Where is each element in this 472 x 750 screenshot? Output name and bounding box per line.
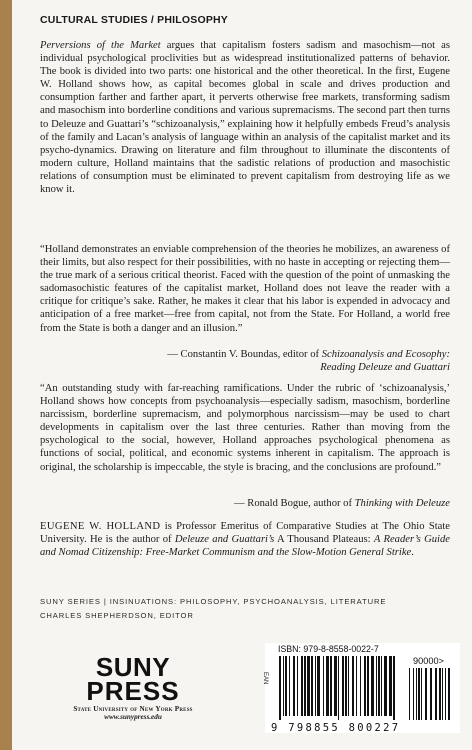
isbn-label: ISBN: 979-8-8558-0022-7 xyxy=(278,644,379,654)
publisher-url: www.sunypress.edu xyxy=(104,713,162,721)
price-code: 90000> xyxy=(413,656,444,666)
category-label: CULTURAL STUDIES / PHILOSOPHY xyxy=(40,14,229,26)
bio-text-4: . xyxy=(411,547,414,559)
endorsement-attribution-2 xyxy=(40,497,450,510)
barcode-digits: 9 798855 800227 xyxy=(271,722,401,734)
attribution-1-prefix: — Constantin V. Boundas, editor of xyxy=(167,349,322,360)
logo-press-text: PRESS xyxy=(86,676,180,706)
description-text: argues that capitalism fosters sadism and masochism—not as individual psychological proclivities but as widespread institutionalized patterns of behavior. The book is divided into two parts: one historical and the other theoretical. In the first, Eugene W. Holland shows how, as capital becomes global in scale and drives production and consumption farther and farther apart, it perverts otherwise free markets, transforming sadism and masochism into borderline conditions and various supremacisms. The second part then turns to Deleuze and Guattari’s “schizoanalysis,” explaining how it helpfully embeds Freud’s analysis of the family and Lacan’s analysis of language within an analysis of the capitalist market and its psycho-dynamics. Drawing on literature and film throughout to illuminate the discontents of modern culture, Holland maintains that the sadistic relations of production and masochistic relations of consumption must be eliminated to prevent capitalism from destroying life as we know it. xyxy=(40,40,450,196)
bio-book-1: Deleuze and Guattari’s xyxy=(174,534,275,546)
bio-text-2: A Thousand Plateaus xyxy=(274,534,368,546)
barcode-icon xyxy=(277,656,452,722)
endorsement-quote-1: “Holland demonstrates an enviable comprehension of the theories he mobilizes, an awareness of their limits, but also respect for their possibilities, with no haste in accepting or rejecting them—the true mark of a serious critical theorist. Faced with the question of the point of unmasking the sadomasochistic features of the capitalist market, Holland does not leave the reader with a critique for critique’s sake. Rather, he makes it clear that his labor is expended in advocacy and anticipation of a free market—free from capital, not from the State. For Holland, a world free from the State is both a danger and an illusion.” xyxy=(40,244,450,334)
endorsement-quote-2: “An outstanding study with far-reaching ramifications. Under the rubric of ‘schizoanalysis,’ Holland shows how concepts from psychoanalysis—especially sadism, masochism, borderline narcissism, borderline supremacism, and polymorphous narcissism—may be used to chart developments in capitalism over the last three centuries. Rather than moving from the psychological to the social, however, Holland approaches psychological phenomena as functions of social, political, and economic systems inherent in capitalism. The approach is original, the scholarship is impeccable, the style is bracing, and the conclusions are profound.” xyxy=(40,383,450,473)
series-editor: CHARLES SHEPHERDSON, EDITOR xyxy=(40,611,194,620)
endorsement-attribution-1 xyxy=(40,348,450,374)
publisher-logo xyxy=(58,652,208,721)
attribution-1-title-line2: Reading Deleuze and Guattari xyxy=(320,362,450,374)
bio-book-2: A Reader’s Guide and Nomad Citizenship: Free-Market Communism and the Slow-Motion General Strike xyxy=(40,534,450,559)
attribution-1-title-line1: Schizoanalysis and Ecosophy: xyxy=(321,349,450,360)
author-bio xyxy=(40,520,450,559)
ean-label: EAN xyxy=(262,672,268,685)
book-description xyxy=(40,39,450,196)
series-title: SUNY SERIES | INSINUATIONS: PHILOSOPHY, PSYCHOANALYSIS, LITERATURE xyxy=(40,597,387,606)
book-title: Perversions of the Market xyxy=(40,40,161,51)
attribution-2-title: Thinking with Deleuze xyxy=(354,498,450,509)
publisher-name: State University of New York Press xyxy=(73,705,193,713)
logo-suny-text: SUNY xyxy=(95,652,171,682)
author-name: EUGENE W. HOLLAND xyxy=(40,521,161,532)
bio-text-1: is Professor Emeritus of Comparative Studies at The Ohio State University. He is the author of xyxy=(40,521,450,546)
bio-text-3: : xyxy=(367,534,374,546)
attribution-2-prefix: — Ronald Bogue, author of xyxy=(234,498,355,509)
spine-color-stripe xyxy=(0,0,12,750)
